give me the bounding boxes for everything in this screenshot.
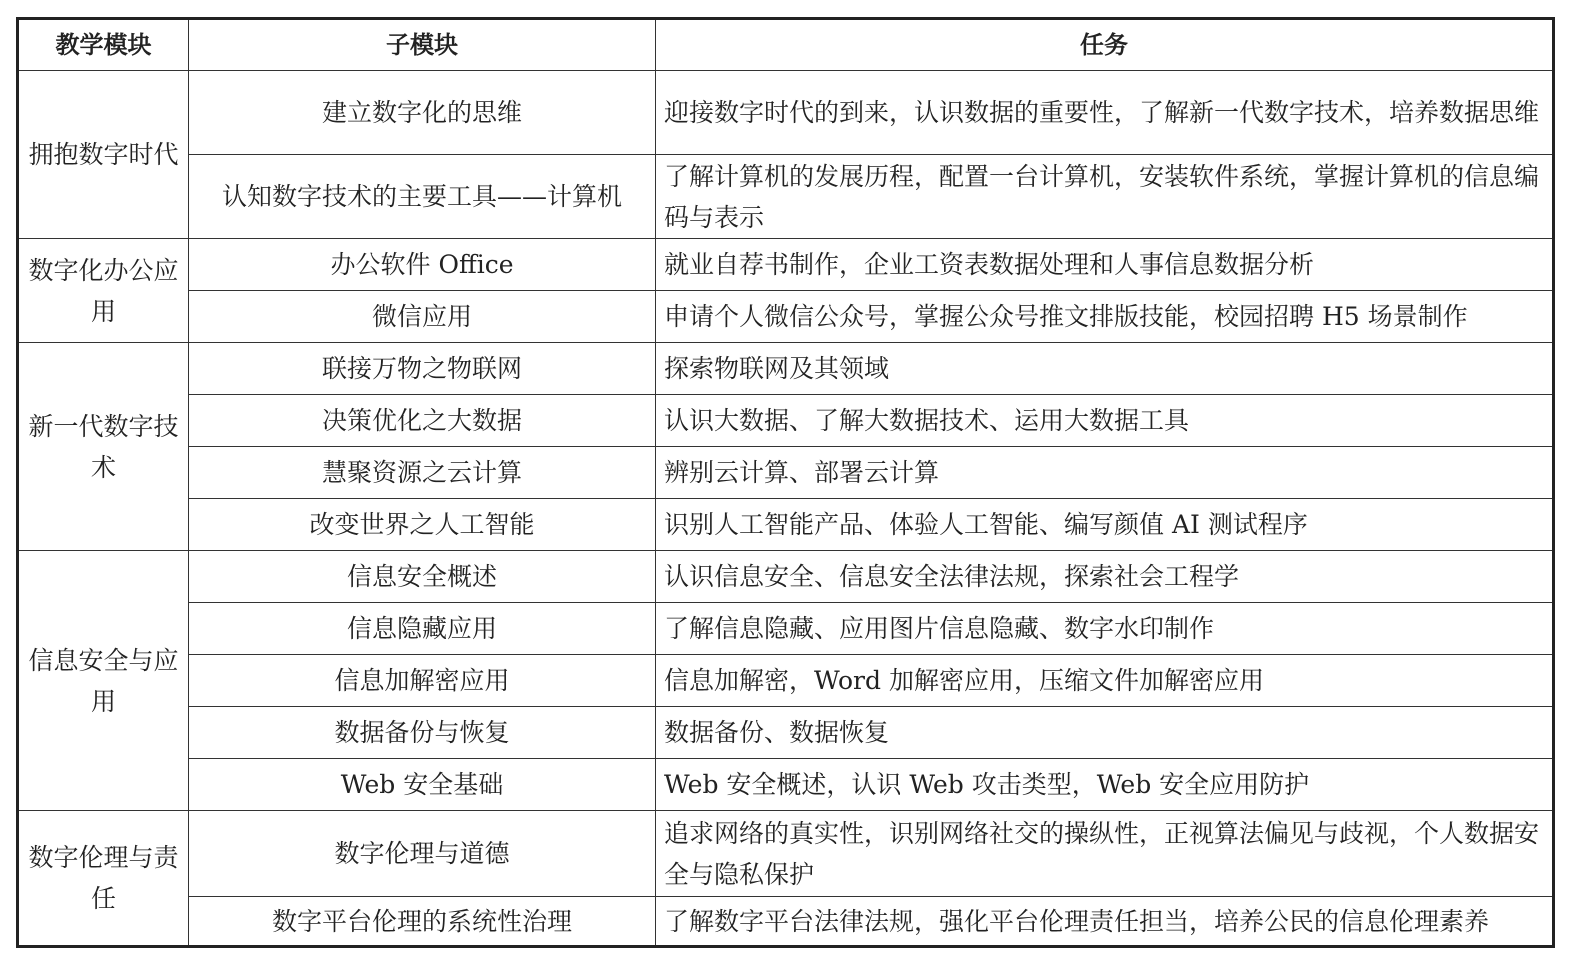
task-cell: 了解计算机的发展历程，配置一台计算机，安装软件系统，掌握计算机的信息编码与表示 — [656, 155, 1554, 239]
task-cell: 了解数字平台法律法规，强化平台伦理责任担当，培养公民的信息伦理素养 — [656, 897, 1554, 947]
table-row — [18, 811, 1554, 897]
header-row — [18, 19, 1554, 71]
table-row — [18, 71, 1554, 155]
submodule-cell: 改变世界之人工智能 — [189, 499, 656, 551]
task-cell: 辨别云计算、部署云计算 — [656, 447, 1554, 499]
submodule-cell: 信息加解密应用 — [189, 655, 656, 707]
table-row — [18, 395, 1554, 447]
table-row — [18, 897, 1554, 947]
submodule-cell: 数字平台伦理的系统性治理 — [189, 897, 656, 947]
submodule-cell: 信息隐藏应用 — [189, 603, 656, 655]
submodule-cell: 联接万物之物联网 — [189, 343, 656, 395]
header-submodule: 子模块 — [189, 19, 656, 71]
task-cell: 认识信息安全、信息安全法律法规，探索社会工程学 — [656, 551, 1554, 603]
table-row — [18, 343, 1554, 395]
table-row — [18, 759, 1554, 811]
table-row — [18, 603, 1554, 655]
submodule-cell: 慧聚资源之云计算 — [189, 447, 656, 499]
submodule-cell: 数字伦理与道德 — [189, 811, 656, 897]
table-row — [18, 447, 1554, 499]
curriculum-table — [16, 17, 1555, 948]
task-cell: 申请个人微信公众号，掌握公众号推文排版技能，校园招聘 H5 场景制作 — [656, 291, 1554, 343]
submodule-cell: 微信应用 — [189, 291, 656, 343]
task-cell: 数据备份、数据恢复 — [656, 707, 1554, 759]
table-row — [18, 707, 1554, 759]
task-cell: 就业自荐书制作，企业工资表数据处理和人事信息数据分析 — [656, 239, 1554, 291]
submodule-cell: 建立数字化的思维 — [189, 71, 656, 155]
module-cell: 数字伦理与责任 — [18, 811, 189, 947]
module-cell: 信息安全与应用 — [18, 551, 189, 811]
submodule-cell: 决策优化之大数据 — [189, 395, 656, 447]
table-row — [18, 551, 1554, 603]
submodule-cell: Web 安全基础 — [189, 759, 656, 811]
task-cell: 识别人工智能产品、体验人工智能、编写颜值 AI 测试程序 — [656, 499, 1554, 551]
task-cell: 信息加解密，Word 加解密应用，压缩文件加解密应用 — [656, 655, 1554, 707]
submodule-cell: 数据备份与恢复 — [189, 707, 656, 759]
submodule-cell: 信息安全概述 — [189, 551, 656, 603]
task-cell: 追求网络的真实性，识别网络社交的操纵性，正视算法偏见与歧视，个人数据安全与隐私保护 — [656, 811, 1554, 897]
header-task: 任务 — [656, 19, 1554, 71]
header-module: 教学模块 — [18, 19, 189, 71]
task-cell: 探索物联网及其领域 — [656, 343, 1554, 395]
task-cell: 了解信息隐藏、应用图片信息隐藏、数字水印制作 — [656, 603, 1554, 655]
table-row — [18, 655, 1554, 707]
table-row — [18, 239, 1554, 291]
module-cell: 数字化办公应用 — [18, 239, 189, 343]
module-cell: 新一代数字技术 — [18, 343, 189, 551]
module-cell: 拥抱数字时代 — [18, 71, 189, 239]
submodule-cell: 认知数字技术的主要工具——计算机 — [189, 155, 656, 239]
table-row — [18, 155, 1554, 239]
task-cell: 迎接数字时代的到来，认识数据的重要性，了解新一代数字技术，培养数据思维 — [656, 71, 1554, 155]
task-cell: Web 安全概述，认识 Web 攻击类型，Web 安全应用防护 — [656, 759, 1554, 811]
task-cell: 认识大数据、了解大数据技术、运用大数据工具 — [656, 395, 1554, 447]
table-row — [18, 499, 1554, 551]
submodule-cell: 办公软件 Office — [189, 239, 656, 291]
table-row — [18, 291, 1554, 343]
